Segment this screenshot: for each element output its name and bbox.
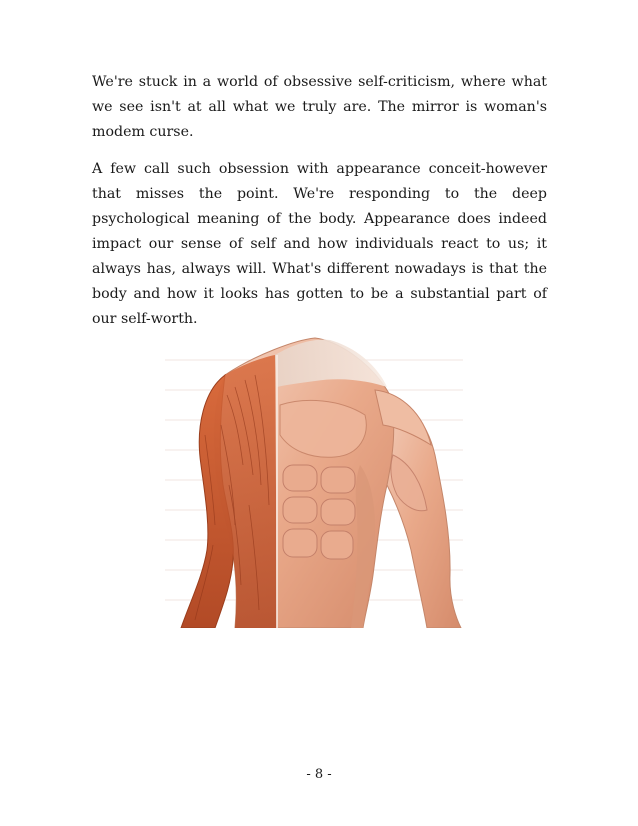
paragraph-2: A few call such obsession with appearance conceit-however that misses the point. We're responding to the deep psychological meaning of the body. Appearance does indeed impact our sense of self and how individuals react to us; it always has, always will. What's different nowadays is that the body and how it looks has gotten to be a substantial part of our self-worth.	[92, 161, 547, 327]
torso-illustration-svg	[165, 335, 463, 628]
anatomical-torso-illustration	[165, 335, 463, 628]
page-number: - 8 -	[306, 767, 332, 782]
paragraph-1: We're stuck in a world of obsessive self-criticism, where what we see isn't at all what we truly are. The mirror is woman's modem curse.	[92, 74, 547, 140]
body-text	[92, 70, 547, 344]
